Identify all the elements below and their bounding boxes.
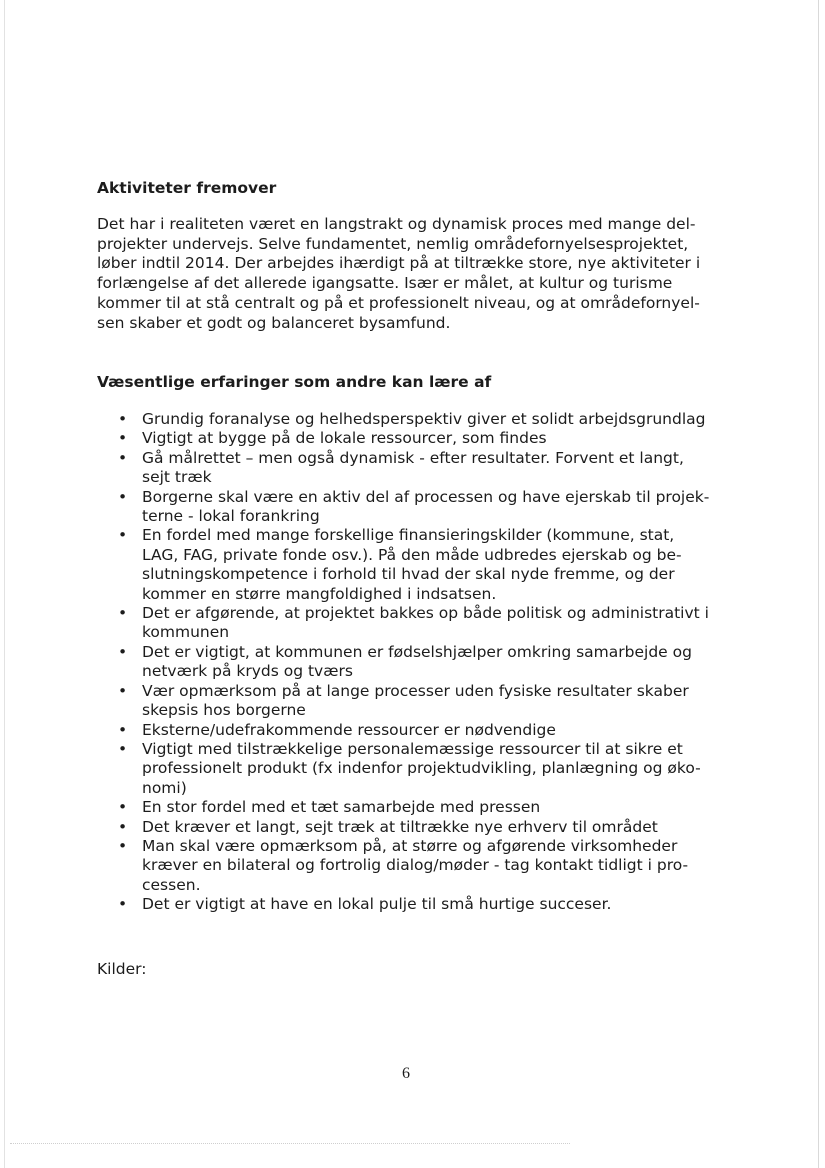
bullet-dot-icon: •	[118, 604, 128, 623]
bullet-dot-icon: •	[118, 642, 128, 661]
page-number: 6	[402, 1065, 410, 1082]
paragraph-line: sen skaber et godt og balanceret bysamfund.	[97, 313, 451, 332]
bullet-item	[97, 837, 727, 895]
sources-label: Kilder:	[97, 960, 147, 978]
bullet-text-line: LAG, FAG, private fonde osv.). På den måde udbredes ejerskab og be-	[142, 545, 682, 564]
bullet-item	[97, 643, 727, 682]
bullet-dot-icon: •	[118, 429, 128, 448]
bullet-dot-icon: •	[118, 681, 128, 700]
section-paragraph-activities	[97, 215, 722, 333]
bullet-dot-icon: •	[118, 487, 128, 506]
bullet-text-line: Det kræver et langt, sejt træk at tiltrække nye erhverv til området	[142, 817, 658, 836]
bullet-item	[97, 682, 727, 721]
bullet-item	[97, 818, 727, 837]
bullet-text-line: Gå målrettet – men også dynamisk - efter resultater. Forvent et langt,	[142, 448, 684, 467]
paragraph-line: løber indtil 2014. Der arbejdes ihærdigt på at tiltrække store, nye aktiviteter i	[97, 254, 701, 273]
bullet-text-line: professionelt produkt (fx indenfor projektudvikling, planlægning og øko-	[142, 759, 701, 778]
bullet-item	[97, 526, 727, 604]
bullet-text-line: Vigtigt at bygge på de lokale ressourcer, som findes	[142, 429, 547, 448]
bullet-text-line: En stor fordel med et tæt samarbejde med pressen	[142, 798, 541, 817]
bullet-item	[97, 488, 727, 527]
paragraph-line: forlængelse af det allerede igangsatte. Især er målet, at kultur og turisme	[97, 274, 673, 293]
paragraph-line: kommer til at stå centralt og på et professionelt niveau, og at områdefornyel-	[97, 293, 700, 312]
bullet-item	[97, 449, 727, 488]
section-heading-lessons: Væsentlige erfaringer som andre kan lære af	[97, 373, 492, 391]
bullet-text-line: kommer en større mangfoldighed i indsatsen.	[142, 584, 497, 603]
bullet-dot-icon: •	[118, 817, 128, 836]
bullet-text-line: nomi)	[142, 778, 187, 797]
bullet-item	[97, 429, 727, 448]
bullet-text-line: slutningskompetence i forhold til hvad der skal nyde fremme, og der	[142, 565, 675, 584]
bullet-text-line: kræver en bilateral og fortrolig dialog/møder - tag kontakt tidligt i pro-	[142, 856, 689, 875]
bullet-text-line: netværk på kryds og tværs	[142, 662, 353, 681]
bullet-item	[97, 410, 727, 429]
bullet-dot-icon: •	[118, 836, 128, 855]
bullet-text-line: Vigtigt med tilstrækkelige personalemæssige ressourcer til at sikre et	[142, 739, 683, 758]
bullet-item	[97, 740, 727, 798]
scan-edge-right	[818, 0, 819, 1168]
paragraph-line: projekter undervejs. Selve fundamentet, nemlig områdefornyelsesprojektet,	[97, 234, 689, 253]
bullet-text-line: Det er afgørende, at projektet bakkes op både politisk og administrativt i	[142, 604, 709, 623]
bullet-dot-icon: •	[118, 448, 128, 467]
bullet-text-line: Vær opmærksom på at lange processer uden fysiske resultater skaber	[142, 681, 689, 700]
bullet-dot-icon: •	[118, 720, 128, 739]
bullet-item	[97, 895, 727, 914]
section-heading-activities: Aktiviteter fremover	[97, 179, 277, 197]
lessons-bullet-list	[97, 410, 727, 915]
bullet-dot-icon: •	[118, 410, 128, 428]
bullet-dot-icon: •	[118, 526, 128, 545]
bullet-dot-icon: •	[118, 895, 128, 914]
bullet-item	[97, 721, 727, 740]
bullet-text-line: terne - lokal forankring	[142, 507, 320, 526]
bullet-item	[97, 798, 727, 817]
bullet-text-line: sejt træk	[142, 468, 212, 487]
bullet-text-line: kommunen	[142, 623, 230, 642]
bullet-text-line: Grundig foranalyse og helhedsperspektiv giver et solidt arbejdsgrundlag	[142, 410, 706, 428]
bullet-text-line: Det er vigtigt at have en lokal pulje til små hurtige succeser.	[142, 895, 612, 914]
bullet-text-line: Borgerne skal være en aktiv del af processen og have ejerskab til projek-	[142, 487, 710, 506]
bullet-text-line: En fordel med mange forskellige finansieringskilder (kommune, stat,	[142, 526, 675, 545]
bullet-text-line: skepsis hos borgerne	[142, 701, 306, 720]
bullet-dot-icon: •	[118, 798, 128, 817]
bullet-text-line: cessen.	[142, 875, 201, 894]
scan-edge-left	[4, 0, 5, 1168]
bullet-item	[97, 604, 727, 643]
bullet-text-line: Eksterne/udefrakommende ressourcer er nødvendige	[142, 720, 556, 739]
bullet-text-line: Det er vigtigt, at kommunen er fødselshjælper omkring samarbejde og	[142, 642, 692, 661]
paragraph-line: Det har i realiteten været en langstrakt og dynamisk proces med mange del-	[97, 215, 696, 233]
bullet-text-line: Man skal være opmærksom på, at større og afgørende virksomheder	[142, 836, 678, 855]
bullet-dot-icon: •	[118, 739, 128, 758]
scan-edge-bottom	[10, 1143, 570, 1144]
